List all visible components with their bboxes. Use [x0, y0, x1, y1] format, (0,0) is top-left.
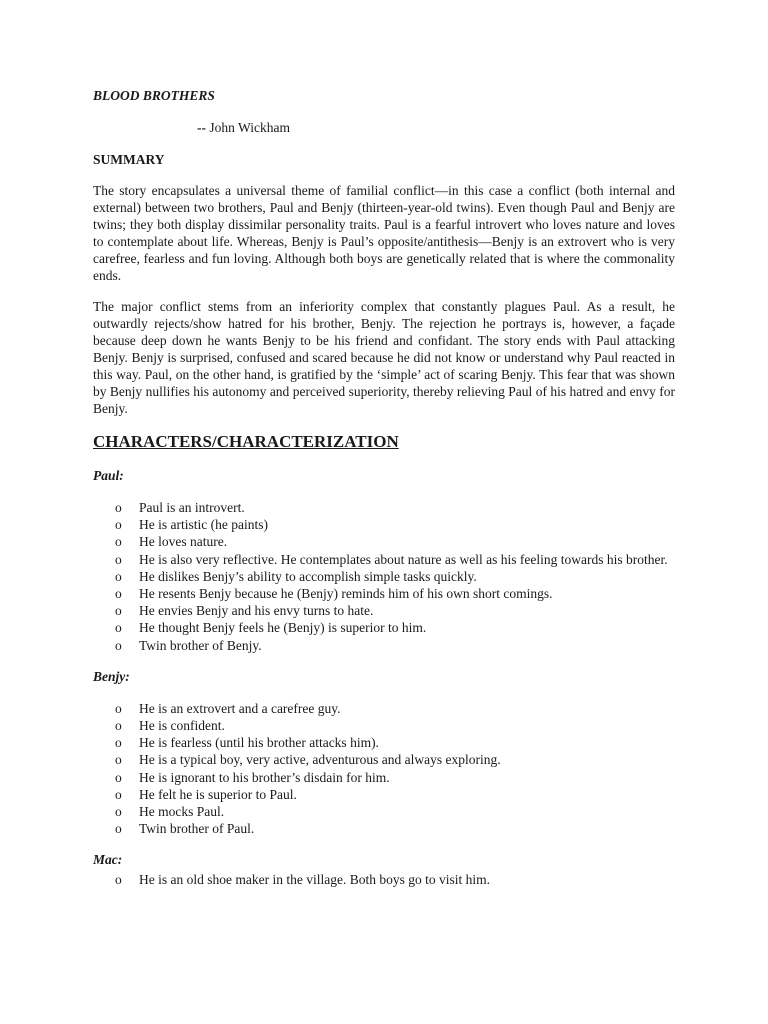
list-item — [93, 751, 675, 768]
bullet-marker: o — [115, 637, 122, 653]
list-item — [93, 551, 675, 568]
bullet-marker: o — [115, 804, 122, 820]
mac-traits-list — [93, 871, 675, 888]
trait-text: Twin brother of Paul. — [139, 821, 255, 837]
trait-text: He mocks Paul. — [139, 804, 225, 820]
bullet-marker: o — [115, 821, 122, 837]
trait-text: He is an extrovert and a carefree guy. — [139, 700, 341, 716]
bullet-marker: o — [115, 500, 122, 515]
bullet-marker: o — [115, 718, 122, 734]
trait-text: He dislikes Benjy’s ability to accomplish simple tasks quickly. — [139, 568, 477, 584]
trait-text: He is ignorant to his brother’s disdain for him. — [139, 769, 390, 785]
bullet-marker: o — [115, 769, 122, 785]
bullet-marker: o — [115, 752, 122, 768]
author-line — [197, 119, 675, 137]
character-name-mac: Mac: — [93, 852, 123, 868]
document-page — [93, 87, 675, 889]
trait-text: He resents Benjy because he (Benjy) reminds him of his own short comings. — [139, 586, 553, 602]
list-item — [93, 734, 675, 751]
character-name-benjy: Benjy: — [93, 668, 130, 684]
list-item — [93, 516, 675, 533]
trait-text: Paul is an introvert. — [139, 500, 245, 515]
list-item — [93, 820, 675, 837]
trait-text: Twin brother of Benjy. — [139, 637, 262, 653]
list-item — [93, 637, 675, 654]
benjy-traits-list — [93, 700, 675, 838]
trait-text: He is a typical boy, very active, adventurous and always exploring. — [139, 752, 501, 768]
bullet-marker: o — [115, 586, 122, 602]
bullet-marker: o — [115, 568, 122, 584]
bullet-marker: o — [115, 517, 122, 533]
list-item — [93, 602, 675, 619]
trait-text: He is also very reflective. He contemplates about nature as well as his feeling towards his brother. — [139, 551, 668, 567]
summary-paragraph: The major conflict stems from an inferiority complex that constantly plagues Paul. As a result, he outwardly rejects/show hatred for his brother, Benjy. The rejection he portrays is, however, a façade because deep down he wants Benjy to be his friend and confidant. The story ends with Paul attacking Benjy. Benjy is surprised, confused and scared because he did not know or understand why Paul reacted in this way. Paul, on the other hand, is gratified by the ‘simple’ act of scaring Benjy. This fear that was shown by Benjy nullifies his autonomy and perceived superiority, thereby relieving Paul of his hatred and envy for Benjy. — [93, 299, 675, 416]
bullet-marker: o — [115, 872, 122, 888]
list-item — [93, 533, 675, 550]
trait-text: He thought Benjy feels he (Benjy) is superior to him. — [139, 620, 427, 636]
character-name-paul: Paul: — [93, 468, 124, 483]
list-item — [93, 786, 675, 803]
paul-traits-list — [93, 499, 675, 654]
bullet-marker: o — [115, 735, 122, 751]
list-item — [93, 871, 675, 888]
bullet-marker: o — [115, 786, 122, 802]
summary-heading: SUMMARY — [93, 152, 165, 167]
list-item — [93, 568, 675, 585]
trait-text: He is artistic (he paints) — [139, 517, 268, 533]
list-item — [93, 803, 675, 820]
summary-paragraph: The story encapsulates a universal theme of familial conflict—in this case a conflict (both internal and external) between two brothers, Paul and Benjy (thirteen-year-old twins). Even though Paul and Benjy are twins; they both display dissimilar personality traits. Paul is a fearful introvert who loves nature and loves to contemplate about life. Whereas, Benjy is Paul’s opposite/antithesis—Benjy is an extrovert who is very carefree, fearless and fun loving. Although both boys are genetically related that is where the commonality ends. — [93, 183, 675, 283]
document-title: BLOOD BROTHERS — [93, 88, 215, 103]
trait-text: He loves nature. — [139, 534, 228, 550]
trait-text: He is confident. — [139, 718, 225, 734]
list-item — [93, 700, 675, 717]
list-item — [93, 769, 675, 786]
list-item — [93, 499, 675, 516]
author-name: John Wickham — [209, 120, 290, 135]
bullet-marker: o — [115, 534, 122, 550]
bullet-marker: o — [115, 620, 122, 636]
list-item — [93, 717, 675, 734]
list-item — [93, 585, 675, 602]
trait-text: He felt he is superior to Paul. — [139, 786, 297, 802]
characters-heading: CHARACTERS/CHARACTERIZATION — [93, 432, 399, 451]
trait-text: He envies Benjy and his envy turns to hate. — [139, 603, 374, 619]
bullet-marker: o — [115, 700, 122, 716]
bullet-marker: o — [115, 551, 122, 567]
bullet-marker: o — [115, 603, 122, 619]
trait-text: He is an old shoe maker in the village. Both boys go to visit him. — [139, 872, 490, 888]
trait-text: He is fearless (until his brother attacks him). — [139, 735, 379, 751]
author-dash: -- — [197, 120, 206, 135]
list-item — [93, 619, 675, 636]
